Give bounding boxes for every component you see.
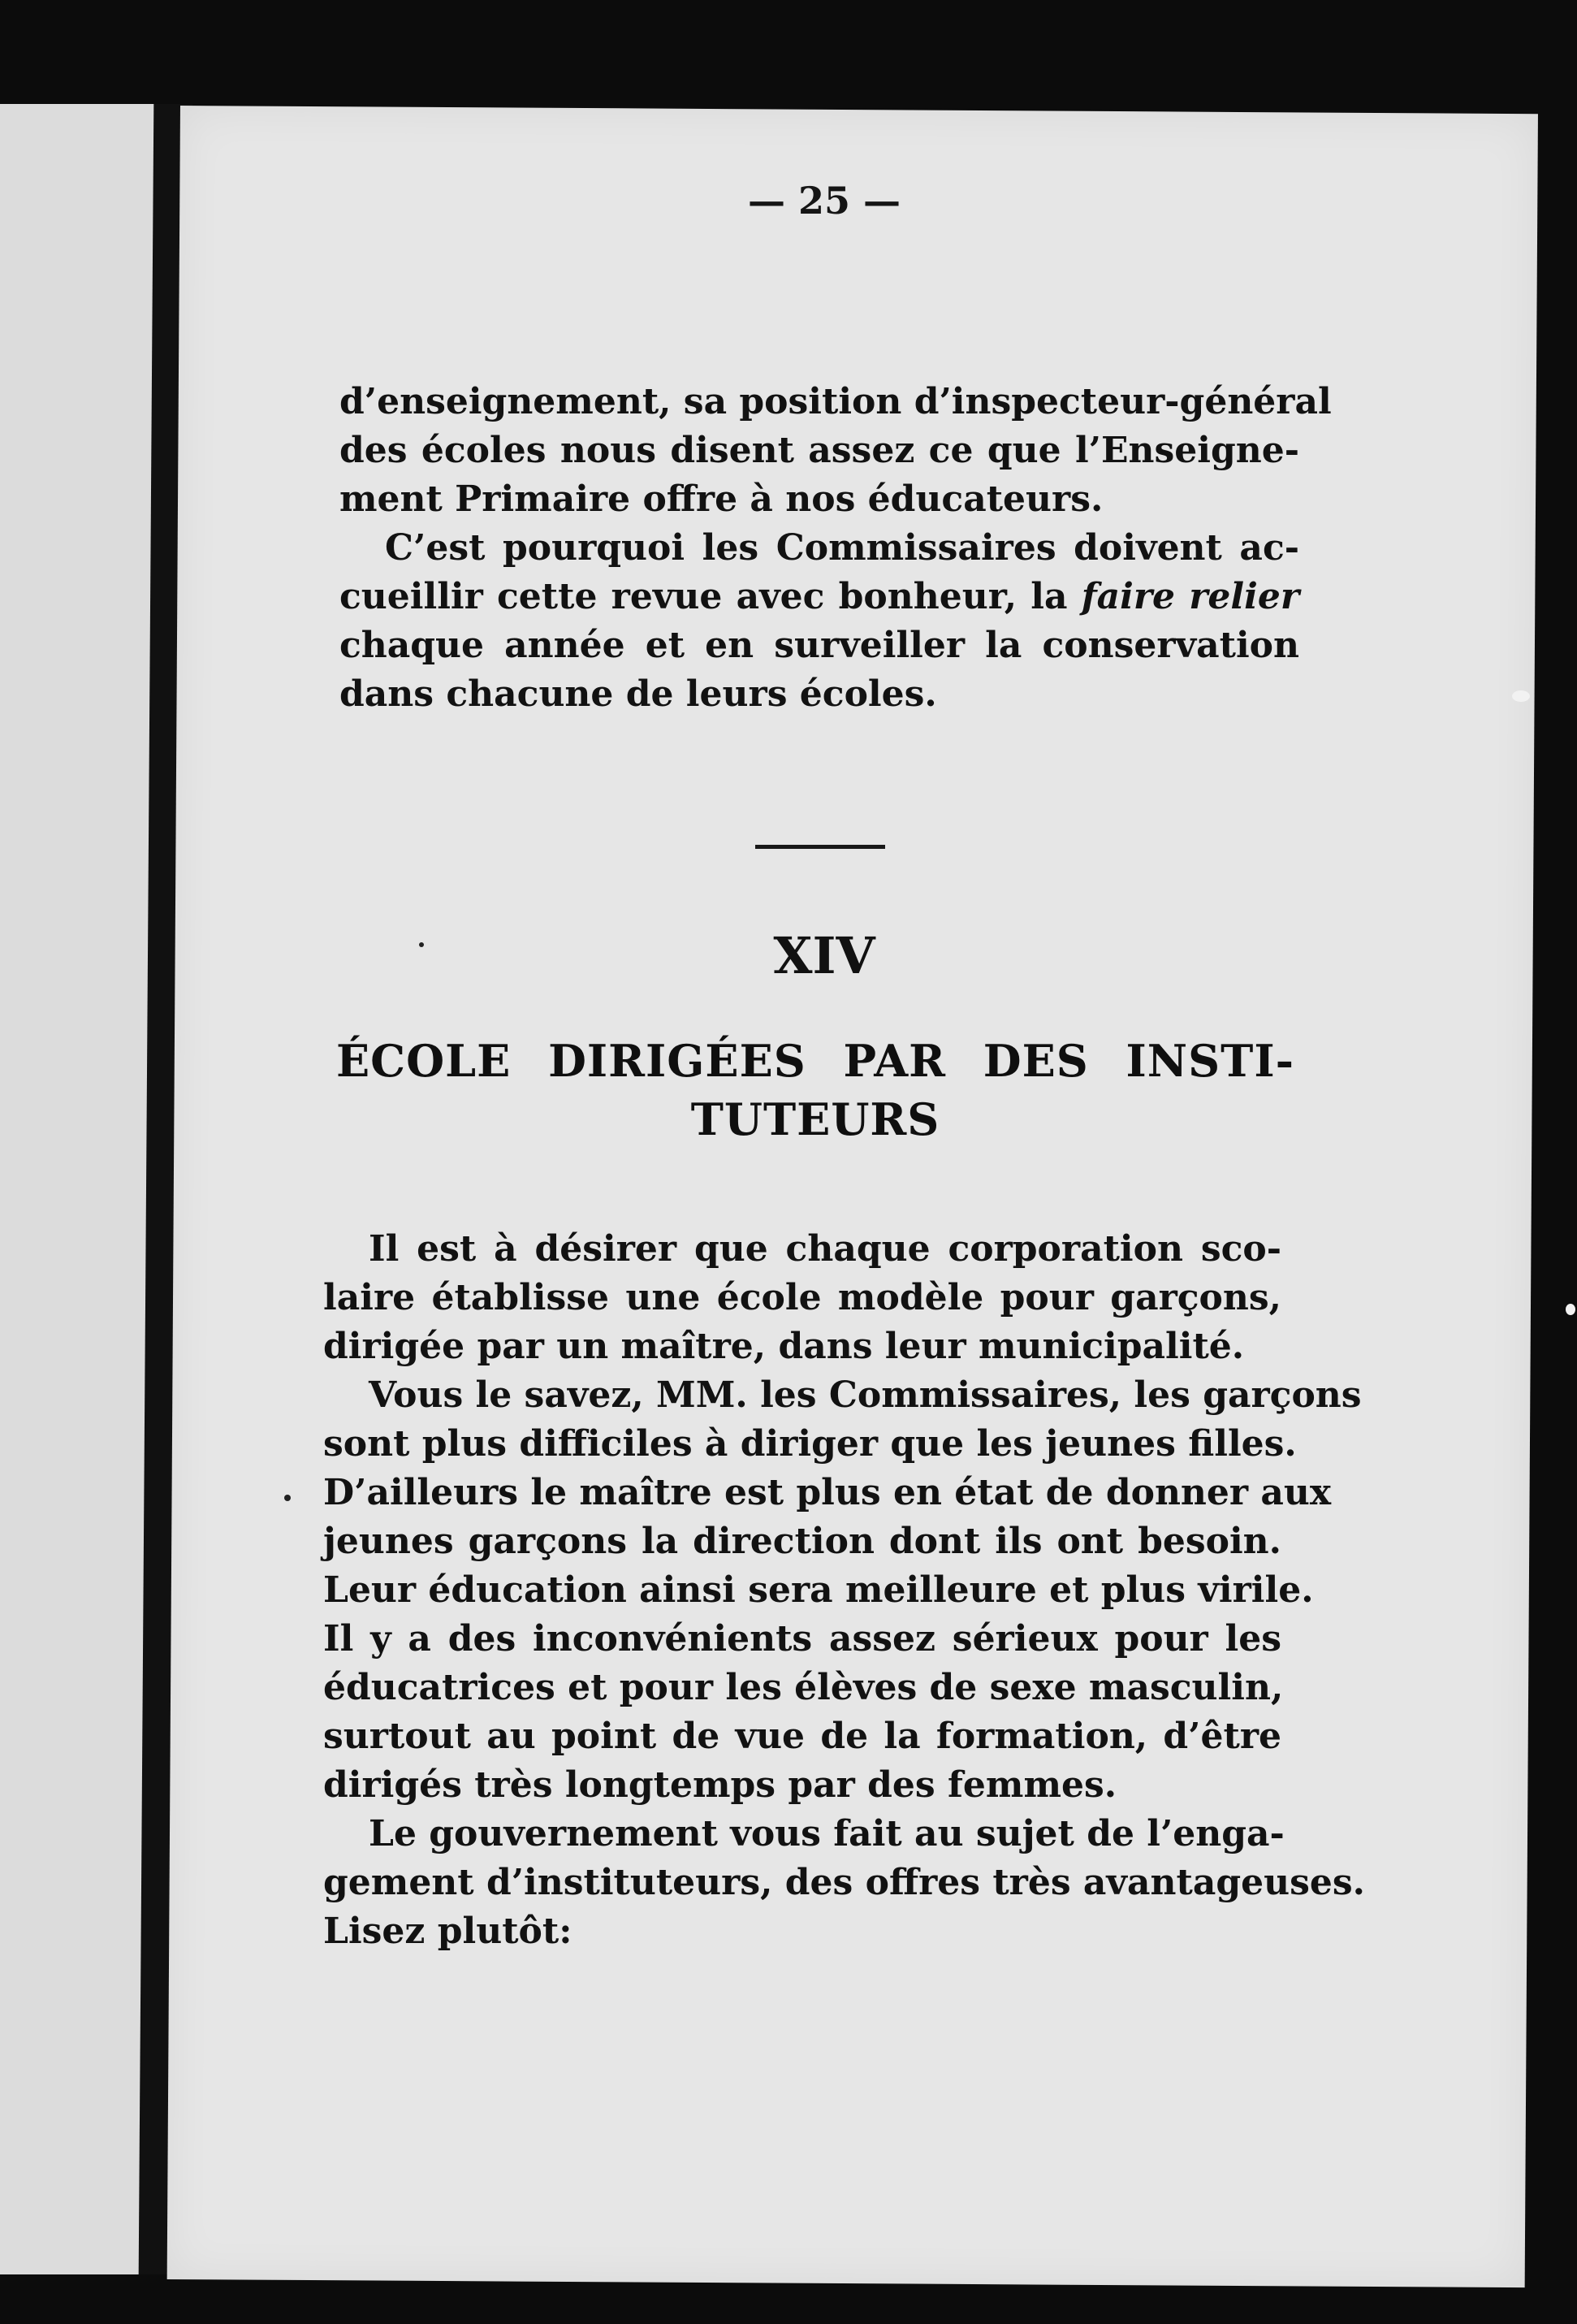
section-title-line: ÉCOLE DIRIGÉES PAR DES INSTI- xyxy=(336,1035,1294,1087)
text-line: Lisez plutôt: xyxy=(323,1911,572,1952)
text-line: dirigée par un maître, dans leur municipalité. xyxy=(323,1326,1245,1367)
text-line: chaque année et en surveiller la conservation xyxy=(339,625,1299,666)
body-text-bottom xyxy=(323,1225,1365,1956)
section-title-line: TUTEURS xyxy=(690,1093,940,1145)
text-run: cueillir cette revue avec bonheur, la xyxy=(339,576,1068,617)
text-line: Il y a des inconvénients assez sérieux pour les xyxy=(323,1618,1281,1660)
text-line: Il est à désirer que chaque corporation sco- xyxy=(369,1228,1281,1270)
text-line: laire établisse une école modèle pour garçons, xyxy=(323,1277,1281,1318)
text-line: C’est pourquoi les Commissaires doivent ac- xyxy=(385,527,1299,569)
text-line: Le gouvernement vous fait au sujet de l’enga- xyxy=(369,1813,1285,1854)
text-line: dirigés très longtemps par des femmes. xyxy=(323,1764,1117,1806)
text-line: ment Primaire offre à nos éducateurs. xyxy=(339,478,1104,520)
section-title xyxy=(336,1032,1294,1149)
text-line: Leur éducation ainsi sera meilleure et plus virile. xyxy=(323,1569,1314,1611)
text-line: sont plus difficiles à diriger que les jeunes filles. xyxy=(323,1423,1297,1465)
scan-speck xyxy=(419,942,424,947)
text-line-with-italic xyxy=(339,573,1299,621)
text-line: des écoles nous disent assez ce que l’Enseigne- xyxy=(339,430,1299,471)
text-line: jeunes garçons la direction dont ils ont besoin. xyxy=(323,1521,1281,1562)
section-separator-rule xyxy=(755,845,885,849)
text-line: dans chacune de leurs écoles. xyxy=(339,673,937,715)
text-line: D’ailleurs le maître est plus en état de donner aux xyxy=(323,1472,1332,1513)
text-line: gement d’instituteurs, des offres très avantageuses. xyxy=(323,1862,1365,1903)
body-text-top xyxy=(339,378,1332,719)
facing-page-edge xyxy=(0,104,158,2274)
text-line: surtout au point de vue de la formation, d’être xyxy=(323,1716,1281,1757)
text-line: d’enseignement, sa position d’inspecteur-général xyxy=(339,381,1332,422)
italic-text-run: faire relier xyxy=(1081,576,1300,617)
text-line: Vous le savez, MM. les Commissaires, les garçons xyxy=(369,1374,1362,1416)
page-number: — 25 — xyxy=(747,179,901,223)
text-line: éducatrices et pour les élèves de sexe masculin, xyxy=(323,1667,1284,1708)
scan-speck xyxy=(1566,1304,1575,1315)
scan-speck xyxy=(1512,690,1530,702)
scan-speck xyxy=(284,1495,291,1501)
section-number: XIV xyxy=(773,926,875,985)
